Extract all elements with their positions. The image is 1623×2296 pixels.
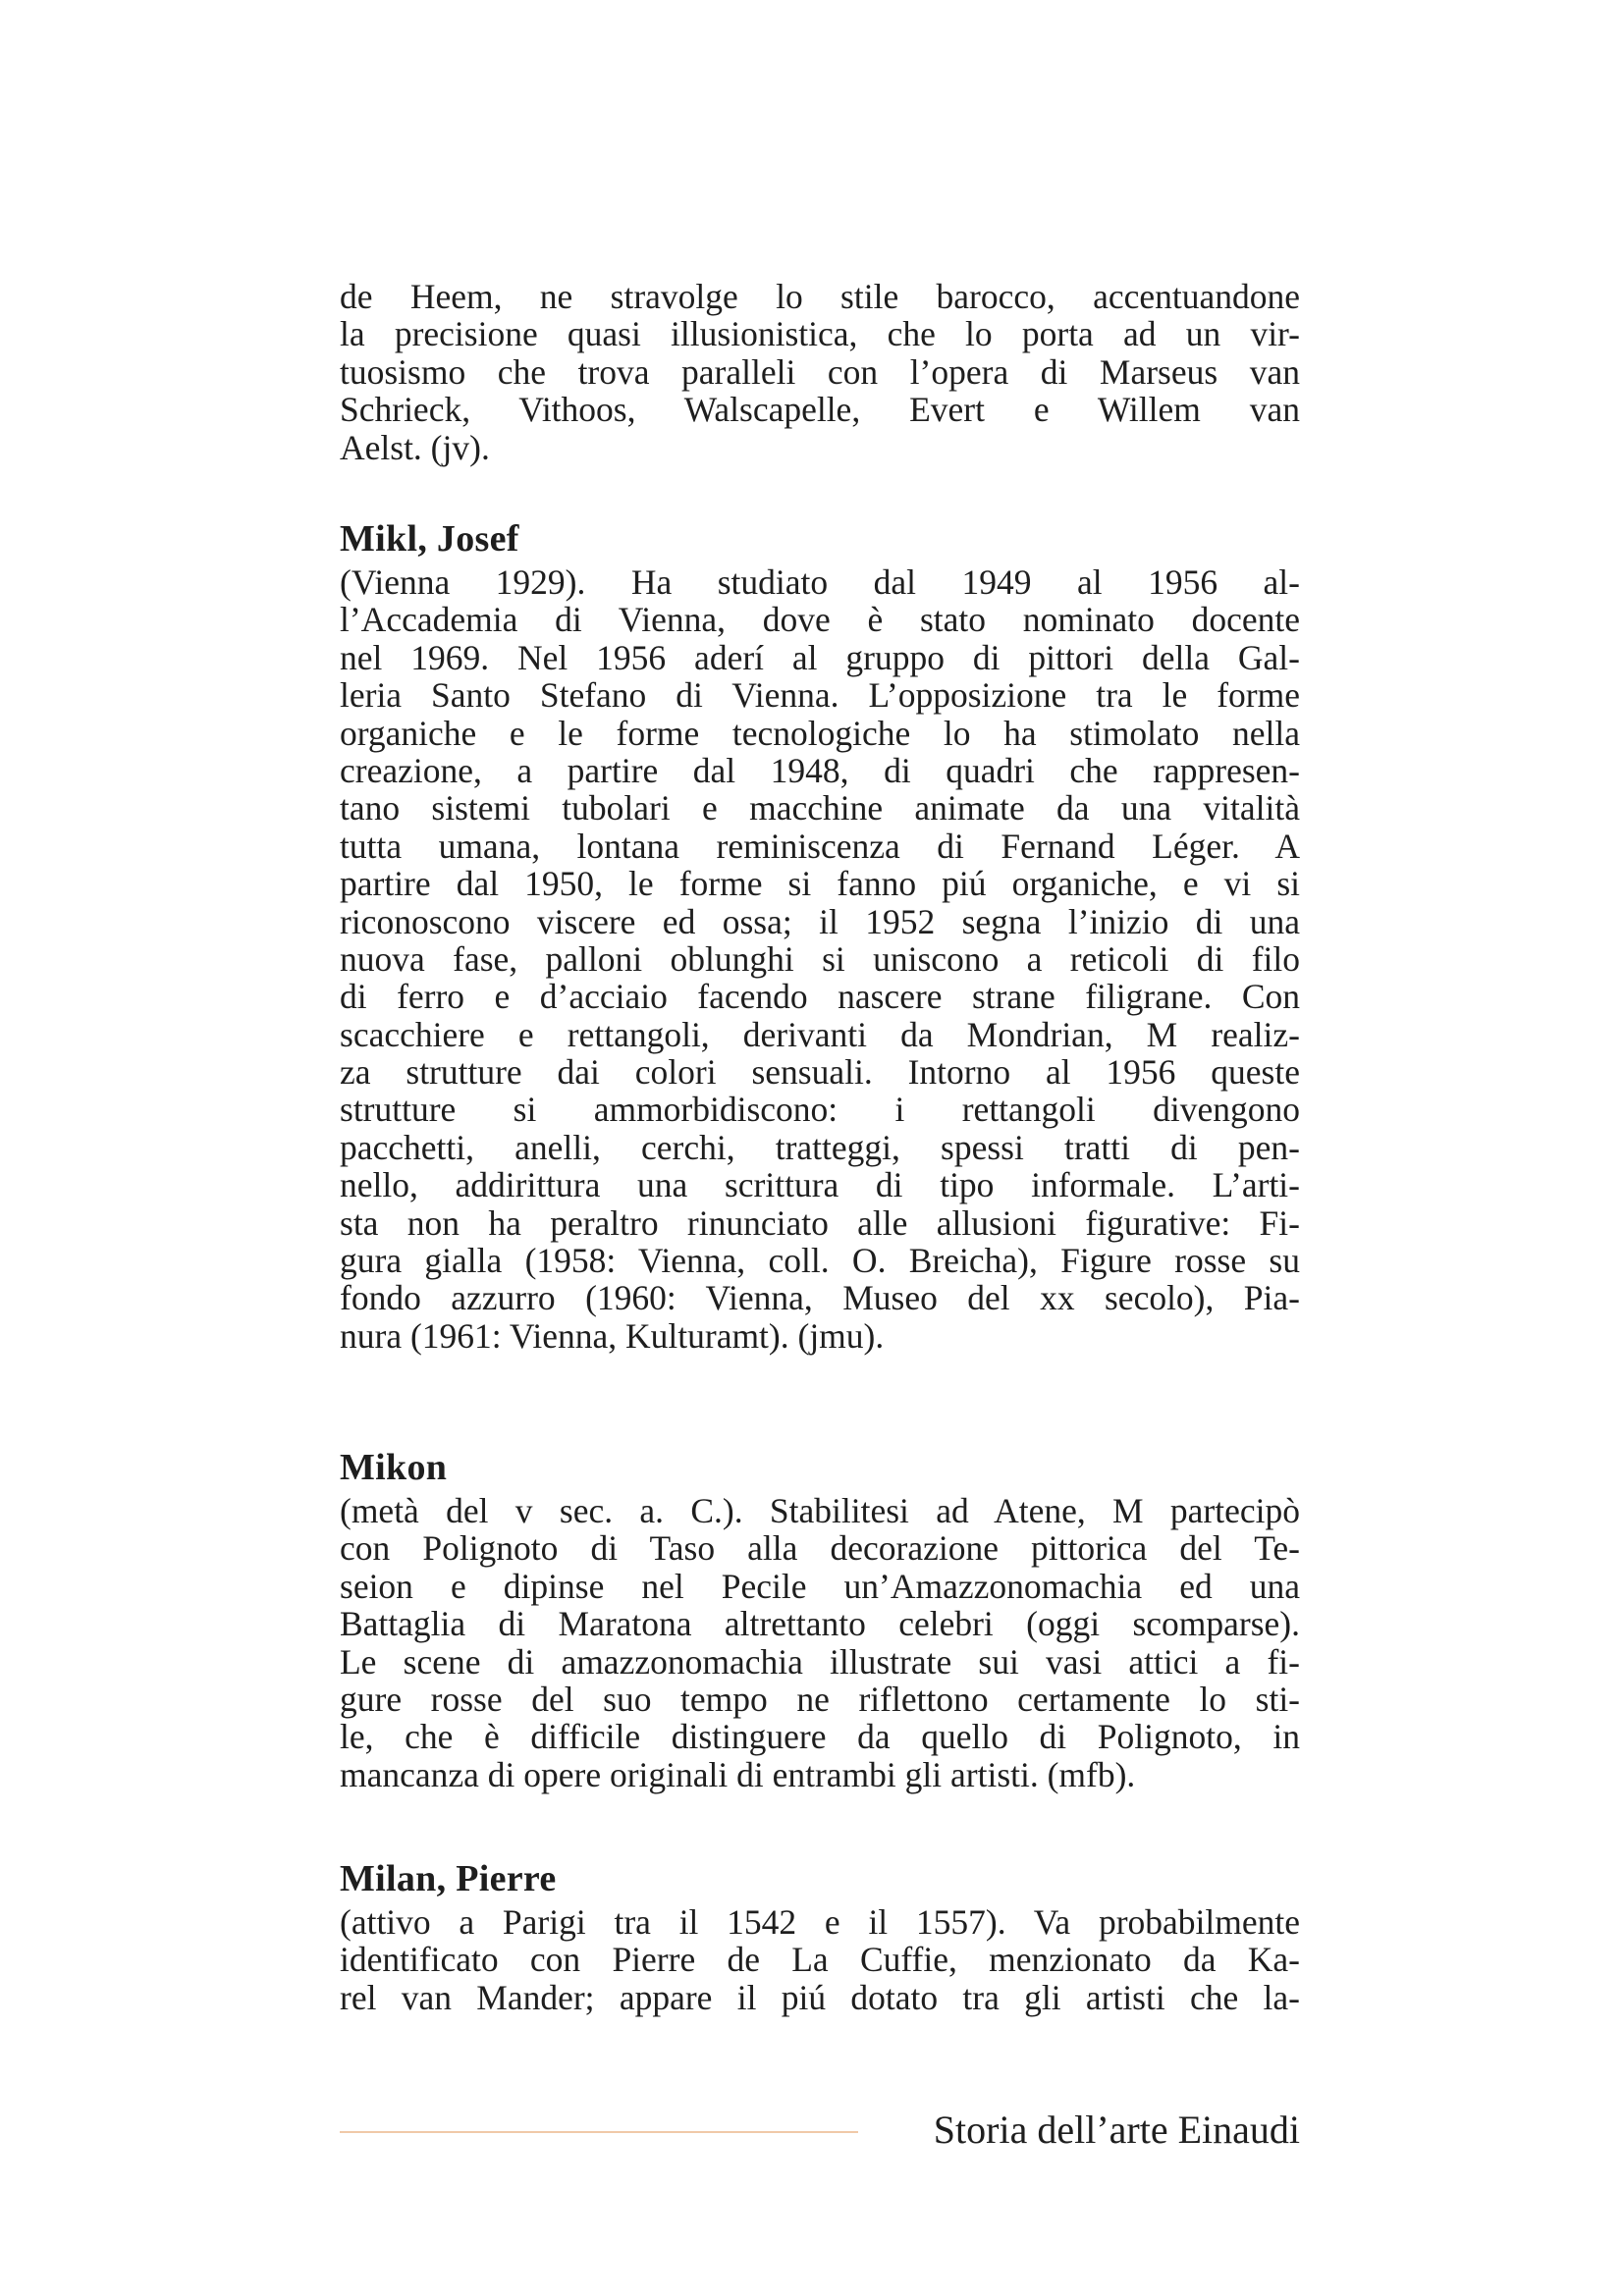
text-line: riconoscono viscere ed ossa; il 1952 segna l’inizio di una [340,901,1300,941]
text-line: creazione, a partire dal 1948, di quadri che rappresen- [340,750,1300,790]
text-line: fondo azzurro (1960: Vienna, Museo del xx secolo), Pia- [340,1278,1300,1318]
text-line: seion e dipinse nel Pecile un’Amazzonomachia ed una [340,1566,1300,1606]
text-line: l’Accademia di Vienna, dove è stato nominato docente [340,600,1300,640]
entry-heading: Mikon [340,1447,448,1488]
footer-rule [340,2131,858,2133]
entry-mikl-josef [340,519,1300,1355]
text-line: nura (1961: Vienna, Kulturamt). (jmu). [340,1315,885,1356]
entry-text [340,1903,1300,2016]
entry-text [340,278,1300,466]
text-line: mancanza di opere originali di entrambi gli artisti. (mfb). [340,1754,1136,1794]
text-line: (attivo a Parigi tra il 1542 e il 1557). Va probabilmente [340,1902,1300,1942]
entry-heading: Mikl, Josef [340,518,519,560]
text-line: gure rosse del suo tempo ne riflettono certamente lo sti- [340,1679,1300,1719]
entry-mikon [340,1448,1300,1793]
text-line: Le scene di amazzonomachia illustrate sui vasi attici a fi- [340,1641,1300,1682]
text-line: tuosismo che trova paralleli con l’opera di Marseus van [340,351,1300,392]
text-line: organiche e le forme tecnologiche lo ha stimolato nella [340,713,1300,753]
text-line: partire dal 1950, le forme si fanno piú organiche, e vi si [340,864,1300,904]
entry-milan-pierre [340,1859,1300,2016]
text-line: scacchiere e rettangoli, derivanti da Mondrian, M realiz- [340,1014,1300,1054]
text-line: nuova fase, palloni oblunghi si uniscono a reticoli di filo [340,938,1300,979]
text-line: Battaglia di Maratona altrettanto celebri (oggi scomparse). [340,1604,1300,1644]
text-line: strutture si ammorbidiscono: i rettangoli divengono [340,1090,1300,1130]
text-line: identificato con Pierre de La Cuffie, menzionato da Ka- [340,1940,1300,1980]
text-line: leria Santo Stefano di Vienna. L’opposizione tra le forme [340,675,1300,716]
text-line: pacchetti, anelli, cerchi, tratteggi, spessi tratti di pen- [340,1127,1300,1167]
entry-text [340,1492,1300,1793]
text-line: gura gialla (1958: Vienna, coll. O. Breicha), Figure rosse su [340,1241,1300,1281]
entry-heading: Milan, Pierre [340,1858,557,1899]
text-line: le, che è difficile distinguere da quello di Polignoto, in [340,1717,1300,1757]
text-line: la precisione quasi illusionistica, che lo porta ad un vir- [340,314,1300,354]
text-line: za strutture dai colori sensuali. Intorno al 1956 queste [340,1052,1300,1093]
footer-label: Storia dell’arte Einaudi [933,2108,1300,2152]
text-line: con Polignoto di Taso alla decorazione pittorica del Te- [340,1528,1300,1569]
text-line: (Vienna 1929). Ha studiato dal 1949 al 1956 al- [340,562,1300,602]
entry-continuation [340,278,1300,466]
entry-text [340,563,1300,1355]
text-line: tutta umana, lontana reminiscenza di Fernand Léger. A [340,826,1300,866]
text-line: de Heem, ne stravolge lo stile barocco, accentuandone [340,277,1300,316]
text-line: tano sistemi tubolari e macchine animate da una vitalità [340,788,1300,828]
text-line: Aelst. (jv). [340,427,490,467]
text-line: di ferro e d’acciaio facendo nascere strane filigrane. Con [340,977,1300,1017]
text-line: nel 1969. Nel 1956 aderí al gruppo di pittori della Gal- [340,637,1300,677]
text-line: rel van Mander; appare il piú dotato tra gli artisti che la- [340,1977,1300,2017]
text-line: Schrieck, Vithoos, Walscapelle, Evert e Willem van [340,390,1300,430]
text-line: sta non ha peraltro rinunciato alle allusioni figurative: Fi- [340,1202,1300,1243]
text-line: nello, addirittura una scrittura di tipo informale. L’arti- [340,1165,1300,1205]
text-line: (metà del v sec. a. C.). Stabilitesi ad Atene, M partecipò [340,1491,1300,1530]
